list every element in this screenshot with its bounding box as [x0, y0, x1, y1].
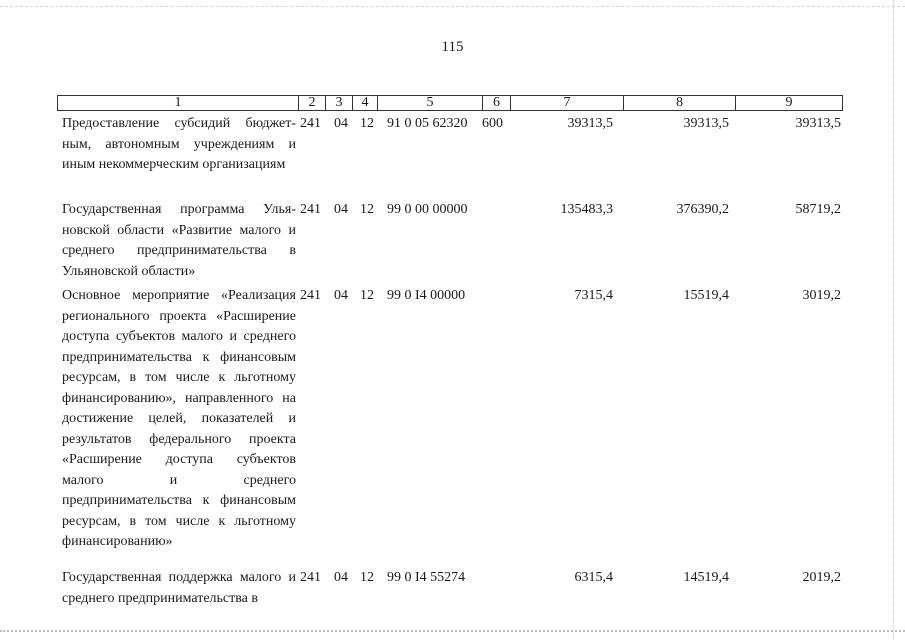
cell-col-5: 91 0 05 62320 — [387, 116, 468, 131]
header-col-6: 6 — [482, 96, 510, 110]
cell-col-8: 15519,4 — [683, 288, 729, 303]
header-col-3: 3 — [325, 96, 352, 110]
row-name: Государственная поддержка малого и среднего предпринимательства в — [62, 570, 296, 606]
cell-col-4: 12 — [360, 570, 374, 585]
header-col-7: 7 — [510, 96, 623, 110]
scan-edge-right — [893, 0, 894, 640]
cell-col-2: 241 — [300, 116, 321, 131]
cell-col-8: 39313,5 — [683, 116, 729, 131]
scan-edge-top — [0, 6, 905, 7]
cell-col-4: 12 — [360, 202, 374, 217]
cell-col-7: 39313,5 — [567, 116, 613, 131]
page-number: 115 — [441, 39, 464, 55]
cell-col-9: 58719,2 — [795, 202, 841, 217]
header-col-9: 9 — [735, 96, 842, 110]
cell-col-2: 241 — [300, 570, 321, 585]
cell-col-8: 376390,2 — [676, 202, 729, 217]
scan-edge-bottom — [0, 630, 905, 632]
cell-col-9: 39313,5 — [795, 116, 841, 131]
cell-col-8: 14519,4 — [683, 570, 729, 585]
cell-col-2: 241 — [300, 202, 321, 217]
header-col-4: 4 — [352, 96, 377, 110]
cell-col-3: 04 — [334, 202, 348, 217]
header-col-8: 8 — [623, 96, 735, 110]
table-header-row — [57, 95, 843, 111]
cell-col-7: 135483,3 — [560, 202, 613, 217]
cell-col-6: 600 — [482, 116, 503, 131]
cell-col-2: 241 — [300, 288, 321, 303]
cell-col-3: 04 — [334, 288, 348, 303]
cell-col-9: 2019,2 — [802, 570, 841, 585]
cell-col-3: 04 — [334, 116, 348, 131]
row-name: Предоставление субсидий бюджетным, автономным учреждениям и иным некоммерческим организациям — [62, 116, 296, 172]
cell-col-5: 99 0 I4 55274 — [387, 570, 466, 585]
header-col-5: 5 — [377, 96, 482, 110]
cell-col-4: 12 — [360, 116, 374, 131]
cell-col-5: 99 0 00 00000 — [387, 202, 468, 217]
header-col-2: 2 — [298, 96, 325, 110]
cell-col-7: 6315,4 — [574, 570, 613, 585]
row-name: Основное мероприятие «Реализация регионального проекта «Расширение доступа субъектов малого и среднего предпринимательства к финансовым ресурсам, в том числе к льготному финансированию», направленного на достижение целей, показателей и результатов федерального проекта «Расширение доступа субъектов малого и среднего предпринимательства к финансовым ресурсам, в том числе к льготному финансированию» — [62, 288, 296, 549]
cell-col-5: 99 0 I4 00000 — [387, 288, 466, 303]
cell-col-7: 7315,4 — [574, 288, 613, 303]
cell-col-9: 3019,2 — [802, 288, 841, 303]
cell-col-3: 04 — [334, 570, 348, 585]
cell-col-4: 12 — [360, 288, 374, 303]
header-col-1: 1 — [174, 95, 182, 110]
row-name: Государственная программа Ульяновской области «Развитие малого и среднего предпринимательства в Ульяновской области» — [62, 202, 296, 279]
